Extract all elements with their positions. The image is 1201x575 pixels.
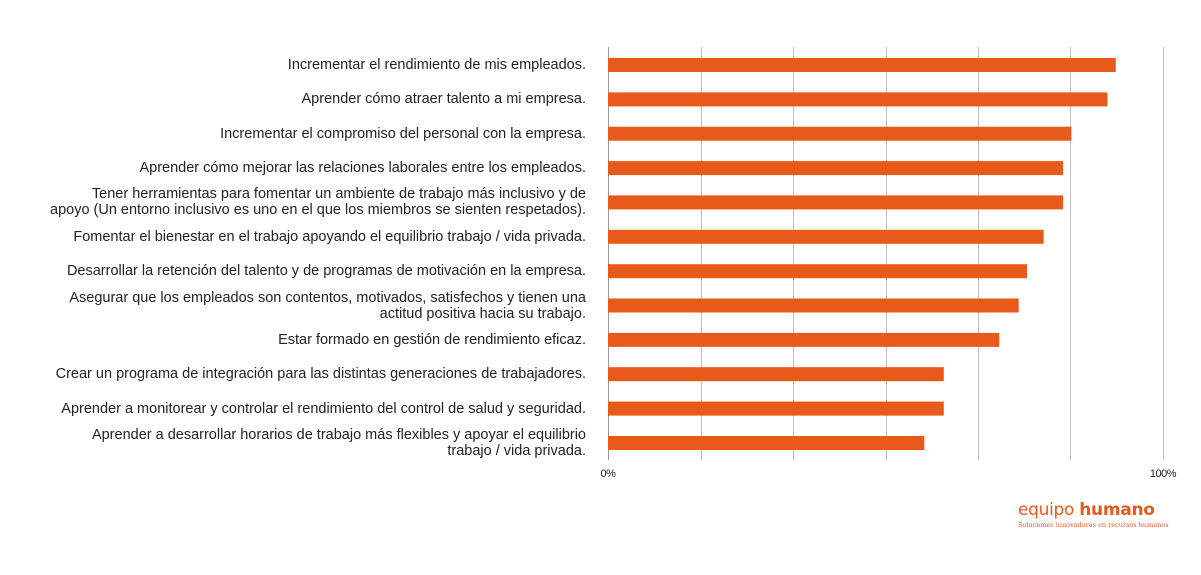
category-label bbox=[0, 126, 586, 142]
bars bbox=[608, 58, 1116, 450]
bar bbox=[608, 230, 1044, 244]
category-label-line: trabajo / vida privada. bbox=[447, 442, 586, 459]
bar bbox=[608, 436, 924, 450]
category-label bbox=[0, 427, 586, 459]
category-label bbox=[0, 229, 586, 245]
category-label-line: Tener herramientas para fomentar un ambiente de trabajo más inclusivo y de bbox=[91, 186, 586, 203]
category-label-line: Aprender a desarrollar horarios de trabajo más flexibles y apoyar el equilibrio bbox=[91, 426, 586, 443]
category-label-line: Aprender a monitorear y controlar el rendimiento del control de salud y seguridad. bbox=[61, 400, 586, 417]
tick-label: 0% bbox=[600, 468, 616, 480]
bar bbox=[608, 195, 1063, 209]
tick-labels bbox=[601, 468, 1177, 480]
category-label-line: actitud positiva hacia su trabajo. bbox=[379, 305, 586, 322]
brand-logo bbox=[1018, 500, 1168, 529]
category-label-line: Fomentar el bienestar en el trabajo apoyando el equilibrio trabajo / vida privada. bbox=[73, 228, 586, 245]
bar bbox=[608, 367, 944, 381]
logo-wordmark bbox=[1018, 500, 1168, 520]
bar bbox=[608, 264, 1027, 278]
bar bbox=[608, 402, 944, 416]
logo-tagline: Soluciones innovadoras en recursos humanos bbox=[1018, 521, 1169, 529]
category-label bbox=[0, 401, 586, 417]
category-label-line: Aprender cómo mejorar las relaciones laborales entre los empleados. bbox=[139, 160, 586, 177]
gridlines bbox=[609, 47, 1164, 460]
category-label bbox=[0, 57, 586, 73]
category-label-line: Incrementar el rendimiento de mis empleados. bbox=[287, 57, 586, 73]
category-label-line: Estar formado en gestión de rendimiento eficaz. bbox=[278, 331, 586, 348]
category-label-line: Crear un programa de integración para las distintas generaciones de trabajadores. bbox=[55, 366, 586, 383]
bar bbox=[608, 58, 1116, 72]
bar bbox=[608, 333, 999, 347]
bar bbox=[608, 92, 1108, 106]
category-label bbox=[0, 160, 586, 176]
category-label bbox=[0, 186, 586, 218]
category-label bbox=[0, 366, 586, 382]
logo-word-equipo: equipo bbox=[1018, 500, 1075, 520]
category-label bbox=[0, 332, 586, 348]
category-label-line: Desarrollar la retención del talento y de programas de motivación en la empresa. bbox=[66, 263, 586, 280]
category-label-line: Asegurar que los empleados son contentos, motivados, satisfechos y tienen una bbox=[69, 289, 586, 306]
category-label bbox=[0, 290, 586, 322]
bar bbox=[608, 161, 1063, 175]
category-label-line: Incrementar el compromiso del personal con la empresa. bbox=[220, 125, 586, 142]
category-label bbox=[0, 263, 586, 279]
bar bbox=[608, 299, 1019, 313]
logo-word-humano: humano bbox=[1079, 500, 1155, 520]
tick-label: 100% bbox=[1149, 468, 1177, 480]
category-label-line: apoyo (Un entorno inclusivo es uno en el que los miembros se sienten respetados). bbox=[50, 202, 586, 219]
category-label-line: Aprender cómo atraer talento a mi empresa. bbox=[301, 91, 586, 108]
category-label bbox=[0, 91, 586, 107]
bar bbox=[608, 127, 1071, 141]
